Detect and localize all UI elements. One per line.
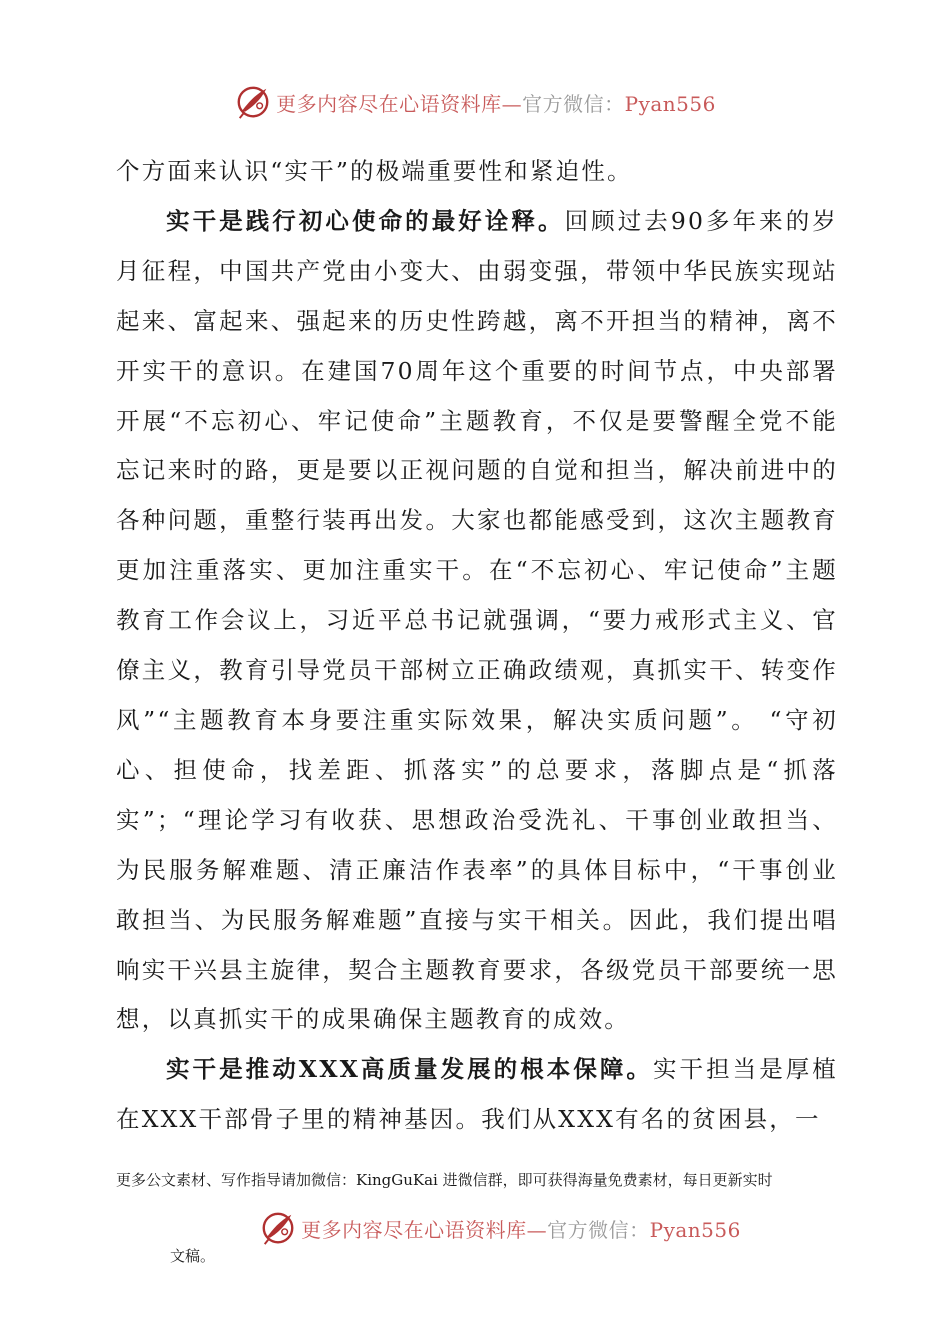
paragraph-body: 回顾过去90多年来的岁月征程，中国共产党由小变大、由弱变强，带领中华民族实现站起来、富起来、强起来的历史性跨越，离不开担当的精神，离不开实干的意识。在建国70周年这个重要的时间节点，中央部署开展“不忘初心、牢记使命”主题教育，不仅是要警醒全党不能忘记来时的路，更是要以正视问题的自觉和担当，解决前进中的各种问题，重整行装再出发。大家也都能感受到，这次主题教育更加注重落实、更加注重实干。在“不忘初心、牢记使命”主题教育工作会议上，习近平总书记就强调，“要力戒形式主义、官僚主义，教育引导党员干部树立正确政绩观，真抓实干、转变作风”“主题教育本身要注重实际效果，解决实质问题”。 “守初心、担使命，找差距、抓落实”的总要求，落脚点是“抓落实”；“理论学习有收获、思想政治受洗礼、干事创业敢担当、为民服务解难题、清正廉洁作表率”的具体目标中，“干事创业敢担当、为民服务解难题”直接与实干相关。因此，我们提出唱响实干兴县主旋律，契合主题教育要求，各级党员干部要统一思想，以真抓实干的成果确保主题教育的成效。 <box>116 206 838 1034</box>
banner-text <box>276 88 716 117</box>
document-body <box>116 147 838 1145</box>
footer-note: 更多公文素材、写作指导请加微信：KingGuKai 进微信群，即可获得海量免费素材，每日更新实时 <box>116 1171 773 1189</box>
banner-separator: — <box>501 91 523 116</box>
banner-wechat-handle: Pyan556 <box>649 1217 741 1242</box>
footer-banner <box>25 1208 950 1248</box>
banner-text <box>301 1214 741 1243</box>
paragraph-3 <box>116 1045 838 1145</box>
banner-wechat-label: 官方微信： <box>522 91 625 116</box>
footer-note-tail: 文稿。 <box>170 1247 216 1265</box>
paragraph-body: 个方面来认识“实干”的极端重要性和紧迫性。 <box>116 157 633 185</box>
paragraph-1 <box>116 147 838 197</box>
paragraph-body: 实干担当是厚植在XXX干部骨子里的精神基因。我们从XXX有名的贫困县，一 <box>116 1055 838 1134</box>
banner-wechat-handle: Pyan556 <box>624 91 716 116</box>
banner-wechat-label: 官方微信： <box>547 1217 650 1242</box>
quill-pen-logo-icon <box>234 83 272 121</box>
banner-separator: — <box>526 1217 548 1242</box>
header-banner <box>0 82 950 122</box>
banner-site-name: 更多内容尽在心语资料库 <box>301 1217 527 1242</box>
paragraph-lead: 实干是践行初心使命的最好诠释。 <box>166 206 565 235</box>
paragraph-lead: 实干是推动XXX高质量发展的根本保障。 <box>166 1055 653 1084</box>
banner-site-name: 更多内容尽在心语资料库 <box>276 91 502 116</box>
paragraph-2 <box>116 197 838 1045</box>
quill-pen-logo-icon <box>259 1209 297 1247</box>
